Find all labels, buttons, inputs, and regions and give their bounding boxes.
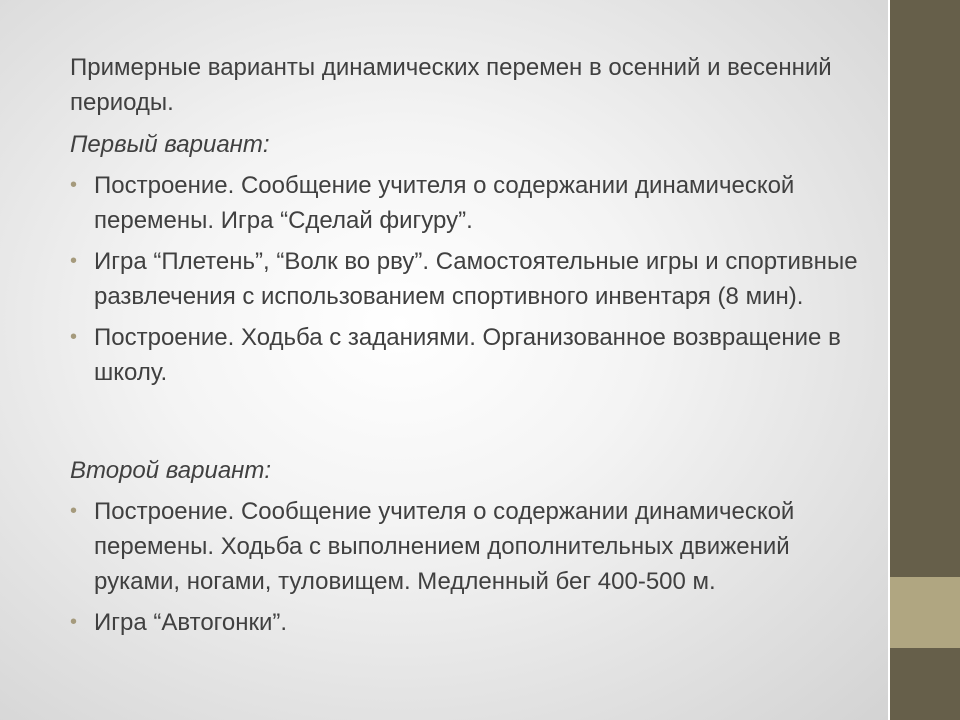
- intro-text: Примерные варианты динамических перемен в осенний и весенний периоды.: [70, 54, 832, 116]
- side-accent-middle: [888, 577, 960, 648]
- bullet-dot-icon: •: [70, 326, 78, 348]
- side-accent-bar: [888, 0, 960, 720]
- bullet-dot-icon: •: [70, 500, 78, 522]
- list-item: [70, 494, 870, 599]
- list-item-text: Построение. Сообщение учителя о содержании динамической перемены. Игра “Сделай фигуру”.: [94, 172, 795, 234]
- slide-content: [70, 50, 870, 646]
- list-item-text: Игра “Плетень”, “Волк во рву”. Самостоятельные игры и спортивные развлечения с использованием спортивного инвентаря (8 мин).: [94, 248, 858, 310]
- bullet-dot-icon: •: [70, 611, 78, 633]
- section-spacer: [70, 396, 870, 453]
- bullet-dot-icon: •: [70, 250, 78, 272]
- list-item-text: Построение. Ходьба с заданиями. Организованное возвращение в школу.: [94, 324, 841, 386]
- bullet-dot-icon: •: [70, 174, 78, 196]
- list-item: [70, 320, 870, 390]
- list-item-text: Построение. Сообщение учителя о содержании динамической перемены. Ходьба с выполнением дополнительных движений руками, ногами, туловищем. Медленный бег 400-500 м.: [94, 498, 795, 595]
- variant-1-list: [70, 168, 870, 390]
- variant-1-heading: Первый вариант:: [70, 131, 270, 158]
- variant-2-heading: Второй вариант:: [70, 457, 272, 484]
- side-accent-top: [888, 0, 960, 577]
- side-accent-bottom: [888, 648, 960, 720]
- list-item: [70, 168, 870, 238]
- variant-2-list: [70, 494, 870, 640]
- list-item-text: Игра “Автогонки”.: [94, 609, 288, 636]
- list-item: [70, 244, 870, 314]
- list-item: [70, 605, 870, 640]
